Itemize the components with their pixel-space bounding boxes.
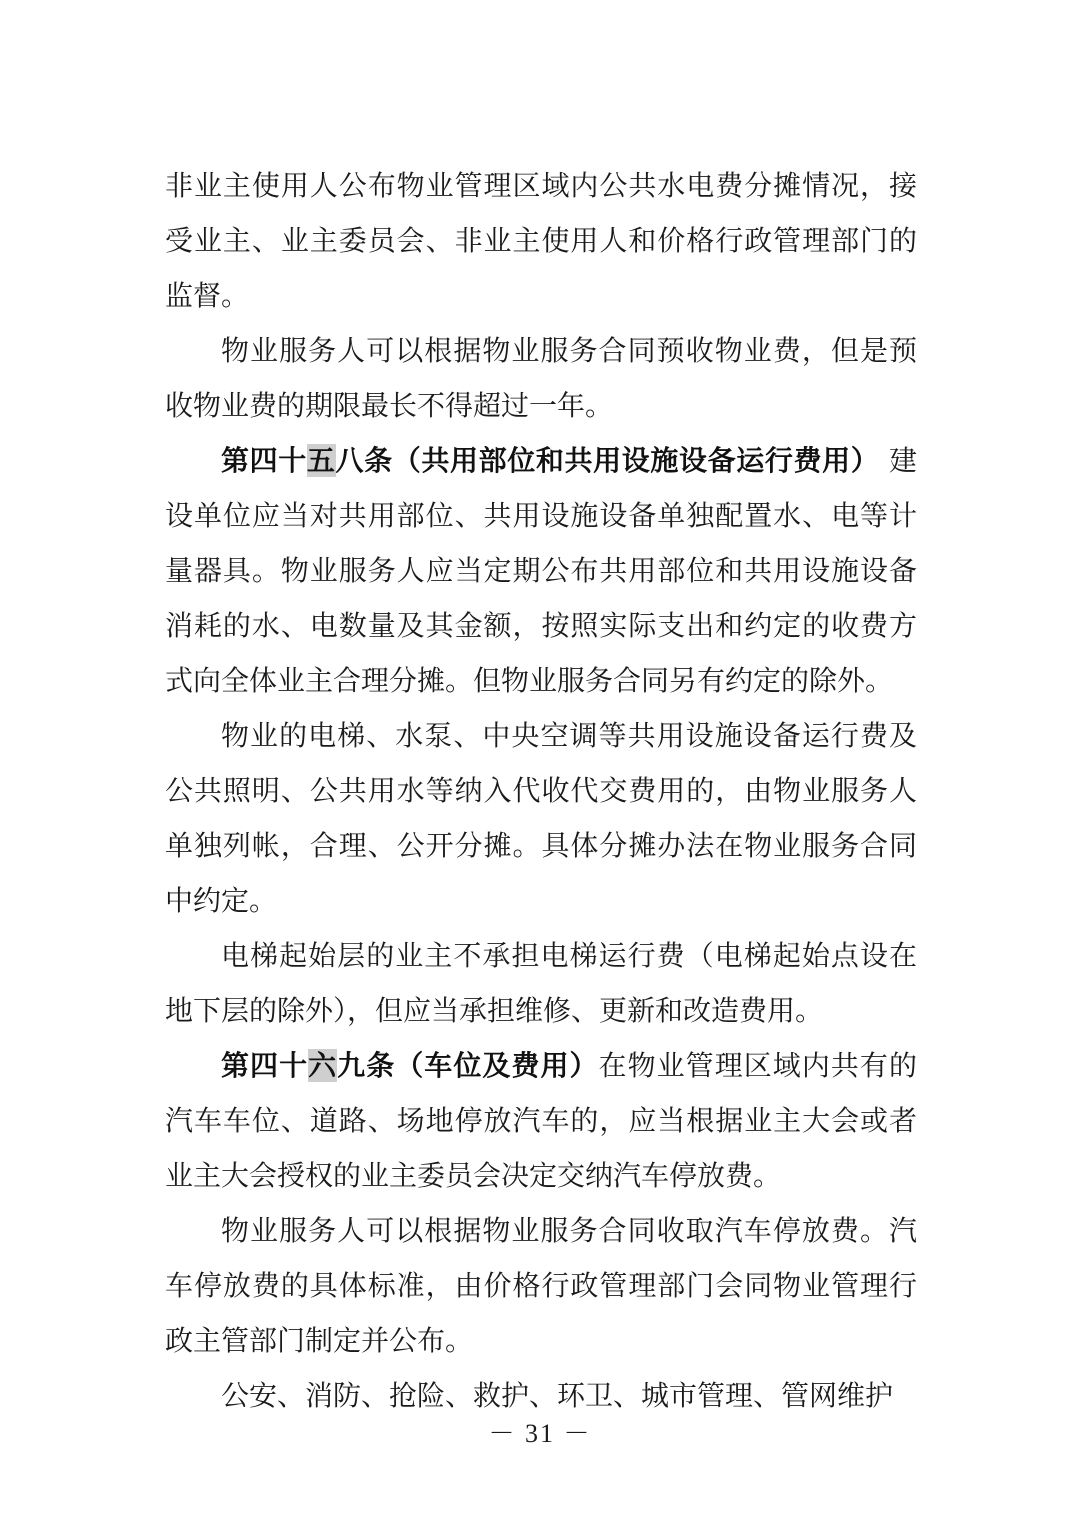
article-title: 八条（共用部位和共用设施设备运行费用） <box>335 444 880 477</box>
article-heading <box>221 1049 599 1082</box>
paragraph-text: 物业服务人可以根据物业服务合同收取汽车停放费。汽车停放费的具体标准，由价格行政管理部门会同物业管理行政主管部门制定并公布。 <box>165 1214 917 1357</box>
article-number-prefix: 第四十 <box>221 444 307 477</box>
article-48-paragraph <box>165 433 917 708</box>
article-heading <box>221 444 879 477</box>
article-title: 九条（车位及费用） <box>337 1049 599 1082</box>
deleted-number: 六 <box>308 1049 338 1082</box>
deleted-number: 五 <box>306 444 336 477</box>
paragraph-text: 物业的电梯、水泵、中央空调等共用设施设备运行费及公共照明、公共用水等纳入代收代交费用的，由物业服务人单独列帐，合理、公开分摊。具体分摊办法在物业服务合同中约定。 <box>165 719 917 917</box>
paragraph <box>165 928 917 1038</box>
paragraph-continued <box>165 158 917 323</box>
paragraph <box>165 1203 917 1368</box>
article-49-paragraph <box>165 1038 917 1203</box>
paragraph-text: 公安、消防、抢险、救护、环卫、城市管理、管网维护 <box>221 1379 894 1412</box>
paragraph-text: 在物业管理区域内共有的汽车车位、道路、场地停放汽车的，应当根据业主大会或者业主大会授权的业主委员会决定交纳汽车停放费。 <box>165 1049 917 1192</box>
paragraph <box>165 323 917 433</box>
article-number-prefix: 第四十 <box>221 1049 309 1082</box>
paragraph-text: 物业服务人可以根据物业服务合同预收物业费，但是预收物业费的期限最长不得超过一年。 <box>165 334 917 422</box>
paragraph <box>165 708 917 928</box>
paragraph-text: 电梯起始层的业主不承担电梯运行费（电梯起始点设在地下层的除外），但应当承担维修、更新和改造费用。 <box>165 939 917 1027</box>
page-number: － 31 － <box>488 1419 592 1448</box>
paragraph-text: 建设单位应当对共用部位、共用设施设备单独配置水、电等计量器具。物业服务人应当定期公布共用部位和共用设施设备消耗的水、电数量及其金额，按照实际支出和约定的收费方式向全体业主合理分摊。但物业服务合同另有约定的除外。 <box>165 444 917 697</box>
document-body <box>165 158 917 1423</box>
paragraph-text: 非业主使用人公布物业管理区域内公共水电费分摊情况，接受业主、业主委员会、非业主使用人和价格行政管理部门的监督。 <box>165 169 917 312</box>
